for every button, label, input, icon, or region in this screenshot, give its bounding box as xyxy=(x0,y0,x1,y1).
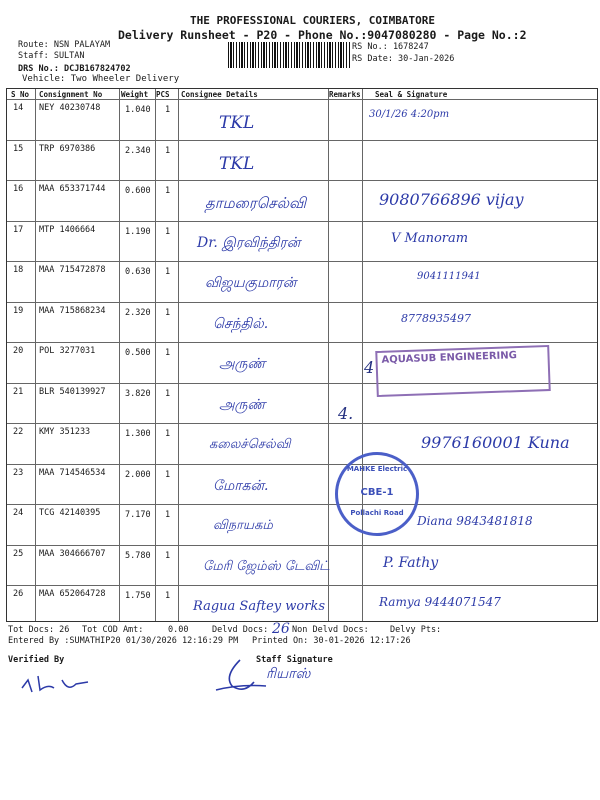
row-sno: 21 xyxy=(13,386,24,397)
delivered-docs-label: Delvd Docs: xyxy=(212,625,269,635)
staff-signature-scribble xyxy=(210,656,270,698)
row-consignment: TRP 6970386 xyxy=(39,143,96,154)
row-consignee-hand: செந்தில். xyxy=(213,315,269,332)
row-sno: 22 xyxy=(13,427,24,437)
printed-on: Printed On: 30-01-2026 12:17:26 xyxy=(252,636,411,646)
delivery-points: Delvy Pts: xyxy=(390,625,442,635)
rs-number: RS No.: 1678247 xyxy=(352,42,429,52)
row-signature-hand: 8778935497 xyxy=(401,311,471,325)
row-weight: 1.750 xyxy=(125,591,151,601)
verified-by: Verified By xyxy=(8,655,65,665)
row-consignment: POL 3277031 xyxy=(39,346,96,356)
row-pcs: 1 xyxy=(165,510,171,520)
company-name: THE PROFESSIONAL COURIERS, COIMBATORE xyxy=(190,14,436,27)
vehicle: Vehicle: Two Wheeler Delivery xyxy=(22,74,180,84)
entered-by: Entered By :SUMATHIP20 01/30/2026 12:16:29 PM xyxy=(8,636,239,646)
row-consignee-hand: Dr. இரவிந்திரன் xyxy=(197,234,301,251)
remark-mark-20: 4 xyxy=(364,358,375,377)
row-pcs: 1 xyxy=(165,267,171,277)
row-consignee-hand: மோகன். xyxy=(213,477,269,494)
row-pcs: 1 xyxy=(165,307,171,318)
row-pcs: 1 xyxy=(165,348,171,358)
row-weight: 5.780 xyxy=(125,550,151,561)
row-signature-hand: 9080766896 vijay xyxy=(379,190,524,209)
row-weight: 7.170 xyxy=(125,510,151,520)
staff-signature-label: Staff Signature xyxy=(256,655,333,665)
col-consignee: Consignee Details xyxy=(181,90,258,99)
row-sno: 16 xyxy=(13,184,24,194)
row-consignment: KMY 351233 xyxy=(39,427,91,437)
non-delivered-docs: Non Delvd Docs: xyxy=(292,625,369,635)
row-consignee-hand: விநாயகம் xyxy=(213,518,273,533)
runsheet-subtitle: Delivery Runsheet - P20 - Phone No.:9047080280 - Page No.:2 xyxy=(118,28,527,42)
row-weight: 2.340 xyxy=(125,145,151,156)
col-seal: Seal & Signature xyxy=(375,90,448,99)
row-sno: 18 xyxy=(13,265,24,275)
row-pcs: 1 xyxy=(165,145,171,156)
col-pcs: PCS xyxy=(156,90,170,99)
row-sno: 17 xyxy=(13,224,24,235)
row-consignee-hand: Ragua Saftey works xyxy=(193,599,325,614)
row-sno: 23 xyxy=(13,467,24,478)
row-signature-hand: V Manoram xyxy=(391,230,469,246)
row-consignee-hand: விஜயகுமாரன் xyxy=(205,275,297,291)
delivered-docs-hand: 26 xyxy=(272,621,290,637)
verified-signature xyxy=(18,666,98,696)
total-cod-value: 0.00 xyxy=(168,625,189,635)
row-sno: 15 xyxy=(13,143,24,154)
row-consignment: TCG 42140395 xyxy=(39,508,101,518)
row-weight: 3.820 xyxy=(125,388,151,399)
row-weight: 0.600 xyxy=(125,186,151,196)
row-consignment: MAA 714546534 xyxy=(39,467,106,478)
row-sno: 26 xyxy=(13,589,24,599)
col-remarks: Remarks xyxy=(329,90,361,99)
stamp-rect-text: AQUASUB ENGINEERING xyxy=(381,350,518,366)
company-stamp-rect xyxy=(375,345,550,397)
drs-number: DRS No.: DCJB167824702 xyxy=(18,64,131,74)
row-consignee-hand: அருண் xyxy=(219,356,266,372)
row-consignee-hand: TKL xyxy=(219,113,255,133)
col-consignment: Consignment No xyxy=(39,90,103,99)
row-signature-hand: Ramya 9444071547 xyxy=(379,595,501,609)
staff: Staff: SULTAN xyxy=(18,51,85,61)
row-signature-hand: P. Fathy xyxy=(383,554,439,571)
staff-signature-name: ரியாஸ் xyxy=(266,666,311,682)
row-consignment: MAA 653371744 xyxy=(39,184,106,194)
row-consignment: MAA 715868234 xyxy=(39,305,106,316)
row-pcs: 1 xyxy=(165,186,171,196)
stamp-circle-top: MAHKE Electric xyxy=(346,465,408,473)
row-signature-hand: 9041111941 xyxy=(417,271,481,282)
total-docs: Tot Docs: 26 xyxy=(8,625,70,635)
route: Route: NSN PALAYAM xyxy=(18,40,111,50)
row-consignee-hand: TKL xyxy=(219,153,255,174)
col-sno: S No xyxy=(11,90,30,99)
remark-mark-21: 4. xyxy=(338,404,354,423)
row-sno: 20 xyxy=(13,346,24,356)
total-cod-label: Tot COD Amt: xyxy=(82,625,144,635)
row-signature-hand: Diana 9843481818 xyxy=(417,514,533,528)
row-weight: 1.040 xyxy=(125,105,151,115)
row-signature-hand: 30/1/26 4:20pm xyxy=(369,109,450,120)
row-signature-hand: 9976160001 Kuna xyxy=(421,433,570,452)
row-pcs: 1 xyxy=(165,591,171,601)
row-weight: 0.500 xyxy=(125,348,151,358)
row-weight: 1.190 xyxy=(125,226,151,237)
row-consignment: MAA 715472878 xyxy=(39,265,106,275)
row-weight: 1.300 xyxy=(125,429,151,439)
row-pcs: 1 xyxy=(165,226,171,237)
row-sno: 24 xyxy=(13,508,24,518)
row-consignee-hand: மேரி ஜேம்ஸ் டேவிட் xyxy=(203,558,330,574)
row-consignment: MAA 304666707 xyxy=(39,548,106,559)
row-consignee-hand: அருண் xyxy=(219,396,266,413)
row-weight: 2.320 xyxy=(125,307,151,318)
row-pcs: 1 xyxy=(165,429,171,439)
col-weight: Weight xyxy=(121,90,149,99)
company-stamp-circle xyxy=(335,452,419,536)
row-sno: 19 xyxy=(13,305,24,316)
row-consignment: BLR 540139927 xyxy=(39,386,106,397)
row-consignment: MAA 652064728 xyxy=(39,589,106,599)
row-pcs: 1 xyxy=(165,105,171,115)
stamp-circle-bottom: Pollachi Road xyxy=(350,509,404,517)
row-consignee-hand: கலைச்செல்வி xyxy=(209,437,291,452)
row-consignment: MTP 1406664 xyxy=(39,224,96,235)
row-weight: 0.630 xyxy=(125,267,151,277)
row-pcs: 1 xyxy=(165,550,171,561)
row-consignment: NEY 40230748 xyxy=(39,103,101,113)
stamp-circle-mid: CBE-1 xyxy=(360,487,394,498)
rs-date: RS Date: 30-Jan-2026 xyxy=(352,54,455,64)
row-weight: 2.000 xyxy=(125,469,151,480)
row-sno: 25 xyxy=(13,548,24,559)
barcode xyxy=(228,42,350,68)
row-consignee-hand: தாமரைசெல்வி xyxy=(205,194,307,212)
row-pcs: 1 xyxy=(165,469,171,480)
row-sno: 14 xyxy=(13,103,24,113)
row-pcs: 1 xyxy=(165,388,171,399)
